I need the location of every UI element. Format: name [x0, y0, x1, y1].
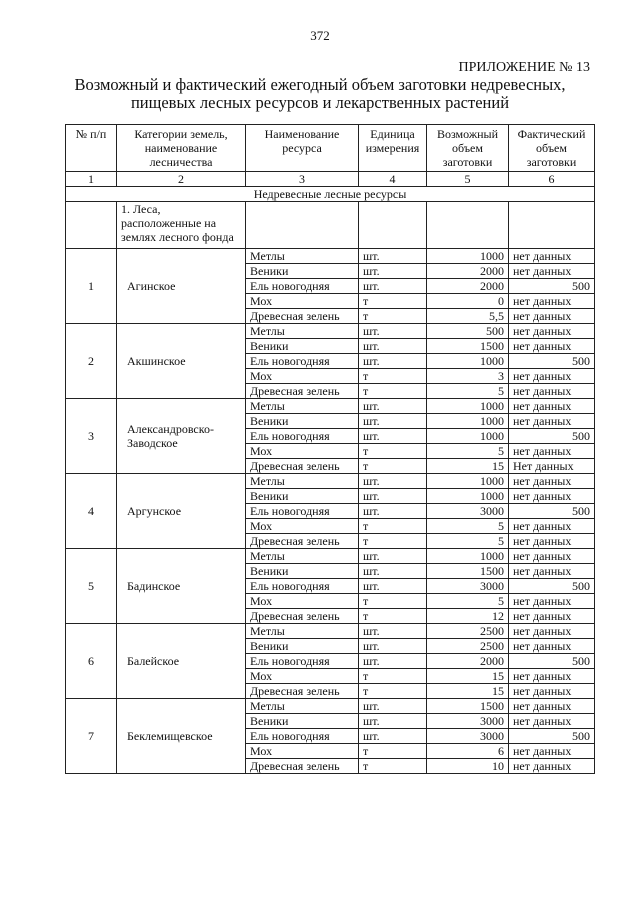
possible-volume: 3000 — [427, 504, 509, 519]
possible-volume: 6 — [427, 744, 509, 759]
unit-cell: шт. — [359, 264, 427, 279]
resource-name: Веники — [246, 339, 359, 354]
section-title: Недревесные лесные ресурсы — [66, 187, 595, 202]
resource-name: Мох — [246, 594, 359, 609]
actual-volume: 500 — [509, 504, 595, 519]
unit-cell: шт. — [359, 564, 427, 579]
actual-volume: нет данных — [509, 684, 595, 699]
actual-volume: нет данных — [509, 444, 595, 459]
actual-volume: 500 — [509, 279, 595, 294]
resource-name: Мох — [246, 669, 359, 684]
header-resource: Наименование ресурса — [246, 125, 359, 172]
resource-name: Веники — [246, 264, 359, 279]
unit-cell: т — [359, 669, 427, 684]
actual-volume: 500 — [509, 729, 595, 744]
group-number: 6 — [66, 624, 117, 699]
column-number: 5 — [427, 172, 509, 187]
resource-name: Древесная зелень — [246, 459, 359, 474]
possible-volume: 2500 — [427, 639, 509, 654]
resource-name: Метлы — [246, 624, 359, 639]
resource-name: Мох — [246, 444, 359, 459]
actual-volume: нет данных — [509, 744, 595, 759]
forestry-name: Аргунское — [117, 474, 246, 549]
empty-cell — [427, 202, 509, 249]
possible-volume: 1000 — [427, 354, 509, 369]
possible-volume: 2500 — [427, 624, 509, 639]
actual-volume: нет данных — [509, 264, 595, 279]
empty-cell — [359, 202, 427, 249]
unit-cell: шт. — [359, 354, 427, 369]
unit-cell: шт. — [359, 429, 427, 444]
table-row — [66, 324, 595, 339]
empty-cell — [509, 202, 595, 249]
possible-volume: 5,5 — [427, 309, 509, 324]
group-number: 3 — [66, 399, 117, 474]
group-number: 4 — [66, 474, 117, 549]
actual-volume: нет данных — [509, 399, 595, 414]
unit-cell: шт. — [359, 504, 427, 519]
resource-name: Мох — [246, 369, 359, 384]
column-number: 4 — [359, 172, 427, 187]
table-row — [66, 474, 595, 489]
resource-name: Мох — [246, 294, 359, 309]
possible-volume: 1000 — [427, 489, 509, 504]
resource-name: Древесная зелень — [246, 684, 359, 699]
forestry-name: Беклемищевское — [117, 699, 246, 774]
actual-volume: 500 — [509, 654, 595, 669]
unit-cell: шт. — [359, 624, 427, 639]
possible-volume: 5 — [427, 534, 509, 549]
possible-volume: 3000 — [427, 729, 509, 744]
actual-volume: 500 — [509, 429, 595, 444]
unit-cell: т — [359, 534, 427, 549]
actual-volume: нет данных — [509, 594, 595, 609]
actual-volume: нет данных — [509, 474, 595, 489]
resource-name: Древесная зелень — [246, 534, 359, 549]
actual-volume: 500 — [509, 579, 595, 594]
group-number: 2 — [66, 324, 117, 399]
forestry-name: Бадинское — [117, 549, 246, 624]
unit-cell: т — [359, 444, 427, 459]
resource-name: Ель новогодняя — [246, 579, 359, 594]
group-number: 5 — [66, 549, 117, 624]
actual-volume: нет данных — [509, 519, 595, 534]
forestry-name: Акшинское — [117, 324, 246, 399]
possible-volume: 5 — [427, 384, 509, 399]
resource-name: Метлы — [246, 699, 359, 714]
table-row — [66, 624, 595, 639]
actual-volume: нет данных — [509, 414, 595, 429]
resource-name: Метлы — [246, 324, 359, 339]
empty-cell — [246, 202, 359, 249]
actual-volume: 500 — [509, 354, 595, 369]
actual-volume: нет данных — [509, 384, 595, 399]
unit-cell: шт. — [359, 699, 427, 714]
header-actual: Фактический объем заготовки — [509, 125, 595, 172]
actual-volume: нет данных — [509, 309, 595, 324]
unit-cell: т — [359, 684, 427, 699]
possible-volume: 1000 — [427, 249, 509, 264]
unit-cell: шт. — [359, 279, 427, 294]
possible-volume: 1000 — [427, 399, 509, 414]
resource-name: Древесная зелень — [246, 759, 359, 774]
unit-cell: шт. — [359, 654, 427, 669]
resource-name: Веники — [246, 639, 359, 654]
possible-volume: 1500 — [427, 699, 509, 714]
resource-name: Ель новогодняя — [246, 729, 359, 744]
unit-cell: шт. — [359, 399, 427, 414]
possible-volume: 5 — [427, 444, 509, 459]
possible-volume: 1000 — [427, 414, 509, 429]
unit-cell: шт. — [359, 714, 427, 729]
unit-cell: т — [359, 459, 427, 474]
unit-cell: шт. — [359, 579, 427, 594]
column-number: 3 — [246, 172, 359, 187]
possible-volume: 2000 — [427, 264, 509, 279]
resource-name: Веники — [246, 414, 359, 429]
category-title: 1. Леса, расположенные на землях лесного фонда — [117, 202, 246, 249]
table-row — [66, 249, 595, 264]
group-number: 1 — [66, 249, 117, 324]
possible-volume: 1500 — [427, 339, 509, 354]
resources-table — [65, 124, 595, 774]
category-row — [66, 202, 595, 249]
possible-volume: 15 — [427, 459, 509, 474]
header-number: № п/п — [66, 125, 117, 172]
actual-volume: нет данных — [509, 294, 595, 309]
resource-name: Ель новогодняя — [246, 354, 359, 369]
possible-volume: 1000 — [427, 474, 509, 489]
resource-name: Метлы — [246, 399, 359, 414]
actual-volume: нет данных — [509, 489, 595, 504]
unit-cell: шт. — [359, 474, 427, 489]
resource-name: Метлы — [246, 249, 359, 264]
possible-volume: 2000 — [427, 279, 509, 294]
actual-volume: нет данных — [509, 324, 595, 339]
possible-volume: 1000 — [427, 549, 509, 564]
resource-name: Веники — [246, 714, 359, 729]
table-row — [66, 699, 595, 714]
possible-volume: 3000 — [427, 714, 509, 729]
unit-cell: шт. — [359, 414, 427, 429]
unit-cell: т — [359, 294, 427, 309]
forestry-name: Балейское — [117, 624, 246, 699]
unit-cell: шт. — [359, 339, 427, 354]
unit-cell: шт. — [359, 639, 427, 654]
possible-volume: 10 — [427, 759, 509, 774]
resource-name: Мох — [246, 744, 359, 759]
document-title: Возможный и фактический ежегодный объем заготовки недревесных, пищевых лесных ресурсов и лекарственных растений — [74, 75, 566, 112]
actual-volume: нет данных — [509, 534, 595, 549]
possible-volume: 0 — [427, 294, 509, 309]
forestry-name: Александровско-Заводское — [117, 399, 246, 474]
possible-volume: 15 — [427, 669, 509, 684]
actual-volume: нет данных — [509, 669, 595, 684]
column-number: 2 — [117, 172, 246, 187]
actual-volume: Нет данных — [509, 459, 595, 474]
section-row — [66, 187, 595, 202]
unit-cell: т — [359, 594, 427, 609]
resource-name: Древесная зелень — [246, 309, 359, 324]
unit-cell: т — [359, 309, 427, 324]
actual-volume: нет данных — [509, 564, 595, 579]
possible-volume: 15 — [427, 684, 509, 699]
unit-cell: т — [359, 519, 427, 534]
possible-volume: 3 — [427, 369, 509, 384]
group-number: 7 — [66, 699, 117, 774]
column-number: 1 — [66, 172, 117, 187]
resource-name: Метлы — [246, 474, 359, 489]
possible-volume: 3000 — [427, 579, 509, 594]
column-number: 6 — [509, 172, 595, 187]
unit-cell: шт. — [359, 729, 427, 744]
header-unit: Единица измерения — [359, 125, 427, 172]
resource-name: Ель новогодняя — [246, 654, 359, 669]
actual-volume: нет данных — [509, 369, 595, 384]
actual-volume: нет данных — [509, 699, 595, 714]
resource-name: Ель новогодняя — [246, 504, 359, 519]
possible-volume: 2000 — [427, 654, 509, 669]
unit-cell: т — [359, 609, 427, 624]
unit-cell: шт. — [359, 324, 427, 339]
empty-cell — [66, 202, 117, 249]
resource-name: Веники — [246, 564, 359, 579]
table-row — [66, 399, 595, 414]
actual-volume: нет данных — [509, 624, 595, 639]
possible-volume: 5 — [427, 594, 509, 609]
resource-name: Мох — [246, 519, 359, 534]
possible-volume: 1500 — [427, 564, 509, 579]
unit-cell: т — [359, 759, 427, 774]
possible-volume: 12 — [427, 609, 509, 624]
unit-cell: шт. — [359, 249, 427, 264]
header-possible: Возможный объем заготовки — [427, 125, 509, 172]
actual-volume: нет данных — [509, 759, 595, 774]
actual-volume: нет данных — [509, 714, 595, 729]
page-number: 372 — [310, 28, 330, 43]
unit-cell: шт. — [359, 549, 427, 564]
unit-cell: шт. — [359, 489, 427, 504]
resource-name: Ель новогодняя — [246, 279, 359, 294]
unit-cell: т — [359, 369, 427, 384]
table-row — [66, 549, 595, 564]
resource-name: Метлы — [246, 549, 359, 564]
actual-volume: нет данных — [509, 609, 595, 624]
resource-name: Древесная зелень — [246, 609, 359, 624]
unit-cell: т — [359, 384, 427, 399]
column-numbers-row — [66, 172, 595, 187]
forestry-name: Агинское — [117, 249, 246, 324]
header-row — [66, 125, 595, 172]
actual-volume: нет данных — [509, 549, 595, 564]
header-category: Категории земель, наименование лесничества — [117, 125, 246, 172]
actual-volume: нет данных — [509, 639, 595, 654]
possible-volume: 5 — [427, 519, 509, 534]
resource-name: Ель новогодняя — [246, 429, 359, 444]
appendix-label: ПРИЛОЖЕНИЕ № 13 — [458, 60, 590, 75]
unit-cell: т — [359, 744, 427, 759]
actual-volume: нет данных — [509, 339, 595, 354]
possible-volume: 500 — [427, 324, 509, 339]
resource-name: Древесная зелень — [246, 384, 359, 399]
resource-name: Веники — [246, 489, 359, 504]
actual-volume: нет данных — [509, 249, 595, 264]
possible-volume: 1000 — [427, 429, 509, 444]
